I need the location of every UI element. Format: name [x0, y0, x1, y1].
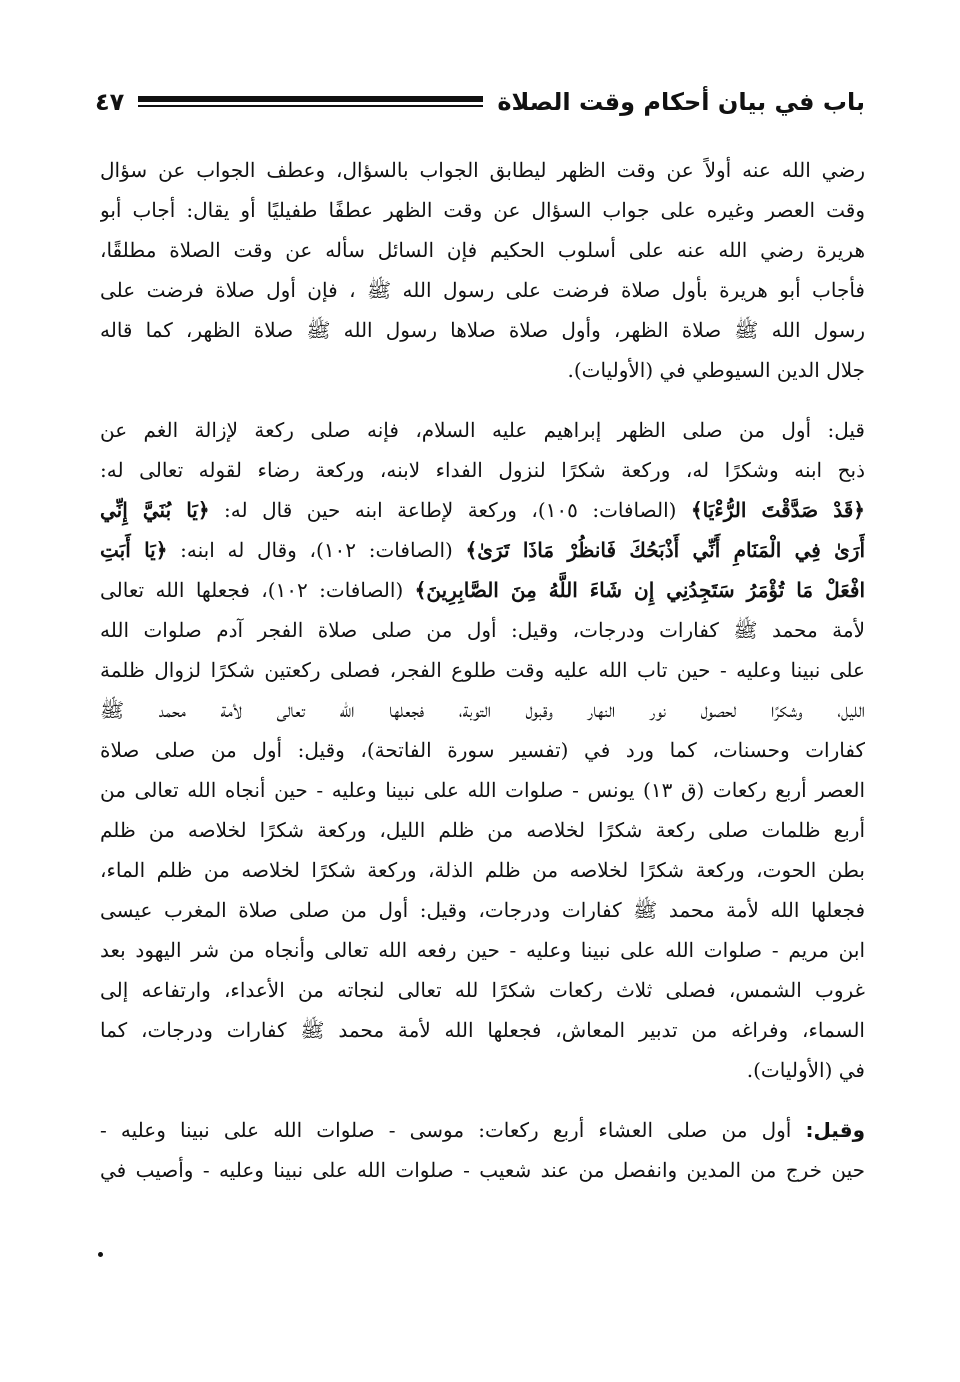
text-line: في (الأوليات). [746, 1058, 865, 1082]
text-line: لأمة محمد ﷺ كفارات ودرجات، وقيل: أول من صلى صلاة الفجر آدم صلوات الله [100, 618, 865, 642]
text-line-quran: أَرَىٰ فِي الْمَنَامِ أَنِّي أَذْبَحُكَ فَانظُرْ مَاذَا تَرَىٰ﴾ (الصافات: ١٠٢)، وقال له ابنه: ﴿يَا أَبَتِ [100, 538, 865, 562]
text-line-quran: ﴿قَدْ صَدَّقْتَ الرُّءْيَا﴾ (الصافات: ١٠٥)، وركعة لإطاعة ابنه حين قال له: ﴿يَا بُنَيَّ إِنِّي [100, 498, 865, 522]
paragraph-3 [100, 1110, 865, 1190]
header-rule [138, 96, 483, 108]
text-line: رضي الله عنه أولاً عن وقت الظهر ليطابق الجواب بالسؤال، وعطف الجواب عن سؤال [100, 158, 865, 182]
text-line: أربع ظلمات صلى ركعة شكرًا لخلاصه من ظلم الليل، وركعة شكرًا لخلاصه من ظلم [100, 818, 865, 842]
text-line: بطن الحوت، وركعة شكرًا لخلاصه من ظلم الذلة، وركعة شكرًا لخلاصه من ظلم الماء، [100, 858, 865, 882]
chapter-title: باب في بيان أحكام وقت الصلاة [497, 88, 865, 116]
text-line: العصر أربع ركعات (ق ١٣) يونس - صلوات الله على نبينا وعليه - حين أنجاه الله تعالى من [100, 778, 865, 802]
paragraph-2 [100, 410, 865, 1090]
text-line: هريرة رضي الله عنه على أسلوب الحكيم فإن السائل سأله عن وقت الصلاة مطلقًا، [100, 238, 865, 262]
text-line: جلال الدين السيوطي في (الأوليات). [567, 358, 865, 382]
quran-quote: ﴿قَدْ صَدَّقْتَ الرُّءْيَا﴾ [690, 498, 865, 522]
quran-quote: ﴿يَا بُنَيَّ إِنِّي [100, 498, 210, 522]
text-line: فأجاب أبو هريرة بأول صلاة فرضت على رسول الله ﷺ ، فإن أول صلاة فرضت على [100, 278, 865, 302]
body-text [100, 150, 865, 1190]
text-line: رسول الله ﷺ صلاة الظهر، وأول صلاة صلاها رسول الله ﷺ صلاة الظهر، كما قاله [100, 318, 865, 342]
text-line: غروب الشمس، فصلى ثلاث ركعات شكرًا لله تعالى لنجاته من الأعداء، وارتفاعه إلى [100, 978, 865, 1002]
text-line-rest: أول من صلى العشاء أربع ركعات: موسى - صلوات الله على نبينا وعليه - [100, 1118, 806, 1142]
text-line: حين خرج من المدين وانفصل من عند شعيب - صلوات الله على نبينا وعليه - وأصيب في [100, 1158, 865, 1182]
text-line: فجعلها الله لأمة محمد ﷺ كفارات ودرجات، وقيل: أول من صلى صلاة المغرب عيسى [100, 898, 865, 922]
text-line [100, 1110, 865, 1150]
lead-word: وقيل: [805, 1118, 865, 1142]
text-line: وقت العصر وغيره على جواب السؤال عن وقت الظهر عطفًا طفيليًا أو يقال: أجاب أبو [100, 198, 865, 222]
quran-quote: ﴿يَا أَبَتِ [100, 538, 168, 562]
page-number: ٤٧ [95, 88, 125, 116]
text-line: السماء، وفراغه من تدبير المعاش، فجعلها الله لأمة محمد ﷺ كفارات ودرجات، كما [100, 1018, 865, 1042]
text-line: على نبينا وعليه - حين تاب الله عليه وقت طلوع الفجر، فصلى ركعتين شكرًا لزوال ظلمة [100, 658, 865, 682]
line-marker-dot [98, 1252, 103, 1257]
quran-quote: افْعَلْ مَا تُؤْمَرُ سَتَجِدُنِي إِن شَاءَ اللَّهُ مِنَ الصَّابِرِينَ﴾ [414, 578, 865, 602]
text-line: ذبح ابنه وشكرًا له، وركعة شكرًا لنزول الفداء لابنه، وركعة رضاء لقوله تعالى له: [100, 458, 865, 482]
text-line: قيل: أول من صلى الظهر إبراهيم عليه السلام، فإنه صلى ركعة لإزالة الغم عن [100, 418, 865, 442]
text-line-quran: افْعَلْ مَا تُؤْمَرُ سَتَجِدُنِي إِن شَاءَ اللَّهُ مِنَ الصَّابِرِينَ﴾ (الصافات: ١٠٢)، فجعلها الله تعالى [100, 578, 865, 602]
running-header [95, 80, 865, 124]
text-line: ابن مريم - صلوات الله على نبينا وعليه - حين رفعه الله تعالى وأنجاه من شر اليهود بعد [100, 938, 865, 962]
text-line: الليل، وشكرًا لحصول نور النهار وقبول التوبة، فجعلها الله تعالى لأمة محمد ﷺ [100, 698, 865, 722]
text-line: كفارات وحسنات، كما ورد في (تفسير سورة الفاتحة)، وقيل: أول من صلى صلاة [100, 738, 865, 762]
quran-quote: أَرَىٰ فِي الْمَنَامِ أَنِّي أَذْبَحُكَ فَانظُرْ مَاذَا تَرَىٰ﴾ [465, 538, 865, 562]
paragraph-1 [100, 150, 865, 390]
